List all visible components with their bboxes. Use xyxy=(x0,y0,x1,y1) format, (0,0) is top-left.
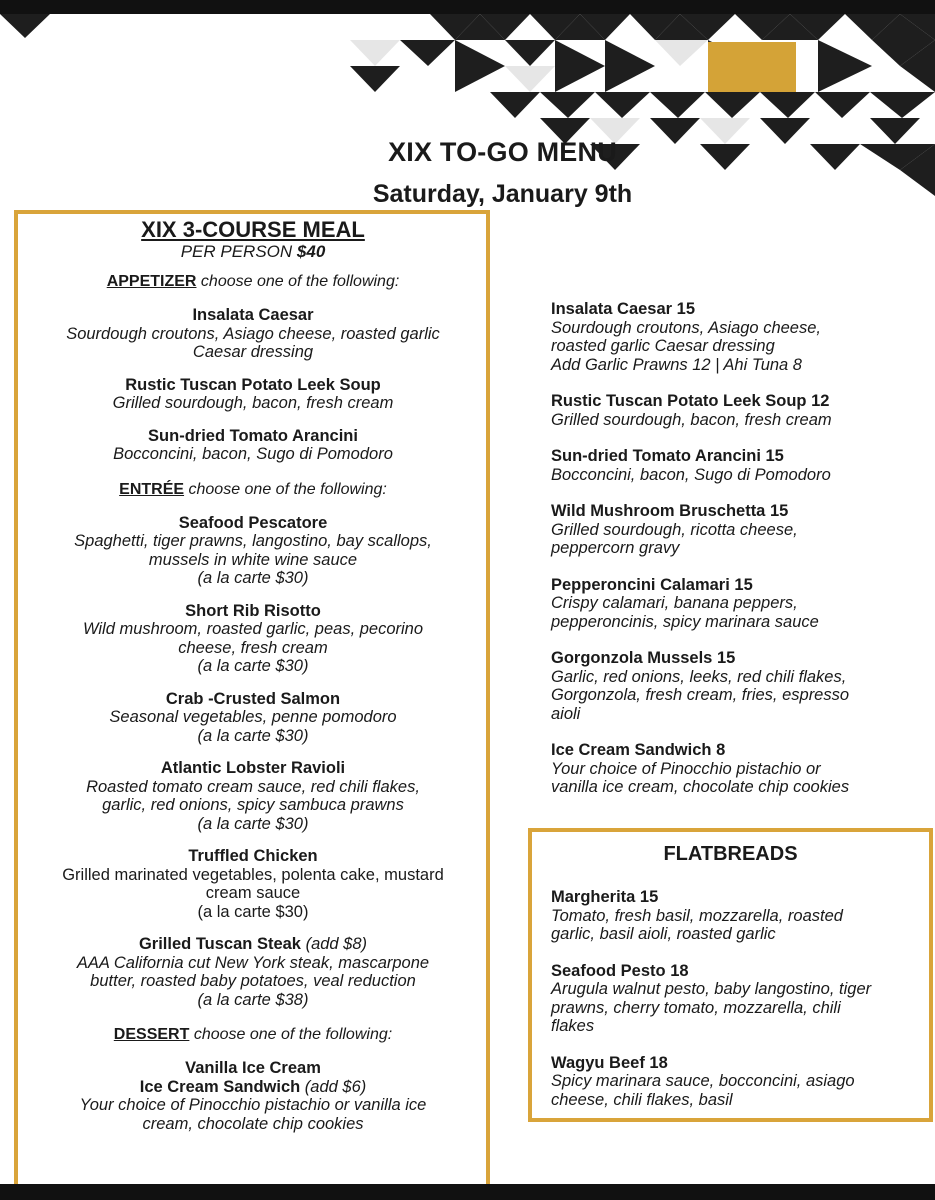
item-description: Tomato, fresh basil, mozzarella, roasted xyxy=(551,906,843,925)
item-description: Bocconcini, bacon, Sugo di Pomodoro xyxy=(113,445,393,463)
item-description: cream sauce xyxy=(205,884,301,902)
item-name xyxy=(18,306,488,325)
bottom-black-bar xyxy=(0,1184,935,1200)
menu-item xyxy=(18,427,488,464)
menu-item xyxy=(18,690,488,746)
menu-item xyxy=(551,741,921,797)
item-description: cheese, chili flakes, basil xyxy=(551,1090,733,1109)
item-description: (a la carte $38) xyxy=(197,990,309,1009)
menu-item xyxy=(551,300,921,374)
entree-label: ENTRÉE xyxy=(119,480,185,498)
item-name xyxy=(18,427,488,446)
item-description: Add Garlic Prawns 12 | Ahi Tuna 8 xyxy=(551,355,802,374)
price-prefix: PER PERSON xyxy=(180,242,297,261)
item-name: Insalata Caesar 15 xyxy=(551,300,696,318)
item-name xyxy=(18,514,488,533)
item-name-text: Crab -Crusted Salmon xyxy=(165,689,341,708)
menu-item xyxy=(551,962,923,1036)
item-name-text: Sun-dried Tomato Arancini xyxy=(148,426,358,445)
item-name xyxy=(18,690,488,709)
item-description: pepperoncinis, spicy marinara sauce xyxy=(551,612,819,631)
dessert-list xyxy=(18,1059,488,1133)
dessert-heading xyxy=(18,1025,488,1045)
item-description: Spaghetti, tiger prawns, langostino, bay scallops, xyxy=(74,532,432,550)
item-description: AAA California cut New York steak, mascarpone xyxy=(76,953,430,972)
item-description: vanilla ice cream, chocolate chip cookies xyxy=(551,778,850,796)
item-name xyxy=(18,602,488,621)
a-la-carte-list xyxy=(551,300,921,815)
menu-item xyxy=(551,502,921,558)
item-name: Wild Mushroom Bruschetta 15 xyxy=(551,502,789,520)
item-description: Sourdough croutons, Asiago cheese, roasted garlic xyxy=(66,324,440,343)
item-description: (a la carte $30) xyxy=(197,657,309,675)
item-description: (a la carte $30) xyxy=(197,569,309,587)
menu-date: Saturday, January 9th xyxy=(372,180,633,208)
item-name xyxy=(18,376,488,395)
item-description: roasted garlic Caesar dressing xyxy=(551,337,775,355)
item-description: Arugula walnut pesto, baby langostino, tiger xyxy=(551,980,872,998)
menu-title: XIX TO-GO MENU xyxy=(388,137,617,167)
menu-item xyxy=(18,514,488,588)
menu-item xyxy=(18,1059,488,1078)
item-description: Grilled sourdough, ricotta cheese, xyxy=(551,520,798,539)
item-name: Margherita 15 xyxy=(551,888,659,906)
item-name: Wagyu Beef 18 xyxy=(551,1053,668,1072)
item-name: Seafood Pesto 18 xyxy=(551,961,689,980)
flatbreads-list xyxy=(551,888,923,1127)
menu-item xyxy=(551,888,923,944)
item-name xyxy=(18,759,488,778)
item-description: Grilled marinated vegetables, polenta cake, mustard xyxy=(62,865,444,884)
menu-item xyxy=(18,306,488,362)
appetizer-heading xyxy=(18,272,488,292)
menu-item xyxy=(18,376,488,413)
price-value: $40 xyxy=(296,242,326,261)
item-name-text: Short Rib Risotto xyxy=(185,601,321,620)
menu-item xyxy=(18,1078,488,1134)
item-name: Rustic Tuscan Potato Leek Soup 12 xyxy=(551,392,830,410)
item-name-text: Seafood Pescatore xyxy=(178,513,328,532)
menu-item xyxy=(18,759,488,833)
item-description: Crispy calamari, banana peppers, xyxy=(551,594,798,612)
item-description: Grilled sourdough, bacon, fresh cream xyxy=(551,410,832,429)
item-description: Grilled sourdough, bacon, fresh cream xyxy=(112,394,394,412)
item-name-text: Atlantic Lobster Ravioli xyxy=(160,759,346,777)
three-course-meal-column xyxy=(18,212,488,1133)
item-description: cheese, fresh cream xyxy=(178,638,328,657)
item-description: garlic, red onions, spicy sambuca prawns xyxy=(102,796,404,814)
item-description: butter, roasted baby potatoes, veal reduction xyxy=(90,972,416,990)
item-description: prawns, cherry tomato, mozzarella, chili xyxy=(551,998,841,1017)
menu-item xyxy=(18,847,488,921)
item-name-text: Vanilla Ice Cream xyxy=(185,1059,321,1077)
appetizer-list xyxy=(18,306,488,464)
item-description: garlic, basil aioli, roasted garlic xyxy=(551,925,776,943)
entree-list xyxy=(18,514,488,1010)
item-description: Spicy marinara sauce, bocconcini, asiago xyxy=(551,1072,855,1090)
item-name: Gorgonzola Mussels 15 xyxy=(551,649,736,667)
item-description: Bocconcini, bacon, Sugo di Pomodoro xyxy=(551,465,831,484)
item-description: aioli xyxy=(551,704,581,723)
menu-item xyxy=(551,649,921,723)
item-description: Caesar dressing xyxy=(192,343,314,361)
menu-item xyxy=(551,576,921,632)
item-description: mussels in white wine sauce xyxy=(148,550,358,569)
item-description: Gorgonzola, fresh cream, fries, espresso xyxy=(551,686,850,704)
dessert-choose: choose one of the following: xyxy=(189,1026,393,1043)
item-description: Your choice of Pinocchio pistachio or xyxy=(551,759,821,778)
item-name-text: Rustic Tuscan Potato Leek Soup xyxy=(125,375,381,394)
dessert-label: DESSERT xyxy=(113,1026,190,1043)
item-description: flakes xyxy=(551,1017,595,1035)
entree-choose: choose one of the following: xyxy=(184,480,387,498)
item-addon: (add $8) xyxy=(300,935,368,953)
item-description: Your choice of Pinocchio pistachio or vanilla ice xyxy=(79,1096,427,1114)
menu-item xyxy=(551,447,921,484)
item-name xyxy=(18,1059,488,1078)
menu-item xyxy=(551,392,921,429)
item-name-text: Grilled Tuscan Steak xyxy=(138,935,301,953)
item-name: Pepperoncini Calamari 15 xyxy=(551,575,753,594)
item-name xyxy=(18,847,488,866)
geometric-triangle-pattern xyxy=(0,0,935,210)
item-description: Wild mushroom, roasted garlic, peas, pecorino xyxy=(82,620,424,638)
item-name: Ice Cream Sandwich 8 xyxy=(551,741,726,759)
menu-item xyxy=(551,1054,923,1110)
item-description: Garlic, red onions, leeks, red chili flakes, xyxy=(551,667,847,686)
menu-item xyxy=(18,935,488,1009)
item-description: (a la carte $30) xyxy=(197,726,309,745)
menu-item xyxy=(18,602,488,676)
item-name: Sun-dried Tomato Arancini 15 xyxy=(551,447,784,465)
item-name-text: Insalata Caesar xyxy=(192,306,314,324)
item-description: Roasted tomato cream sauce, red chili flakes, xyxy=(86,777,420,796)
item-name xyxy=(18,1078,488,1097)
appetizer-label: APPETIZER xyxy=(106,273,197,290)
item-description: (a la carte $30) xyxy=(197,814,309,833)
appetizer-choose: choose one of the following: xyxy=(196,273,400,290)
item-name-text: Ice Cream Sandwich xyxy=(139,1077,301,1096)
item-description: (a la carte $30) xyxy=(197,902,309,921)
flatbreads-title: FLATBREADS xyxy=(663,843,798,865)
item-description: cream, chocolate chip cookies xyxy=(142,1114,364,1133)
item-name-text: Truffled Chicken xyxy=(188,847,318,865)
item-description: Sourdough croutons, Asiago cheese, xyxy=(551,318,821,337)
entree-heading xyxy=(18,480,488,500)
item-addon: (add $6) xyxy=(300,1077,367,1096)
meal-price xyxy=(18,242,488,262)
meal-title: XIX 3-COURSE MEAL xyxy=(141,217,365,242)
item-description: peppercorn gravy xyxy=(551,539,680,557)
item-name xyxy=(18,935,488,954)
item-description: Seasonal vegetables, penne pomodoro xyxy=(109,708,397,726)
